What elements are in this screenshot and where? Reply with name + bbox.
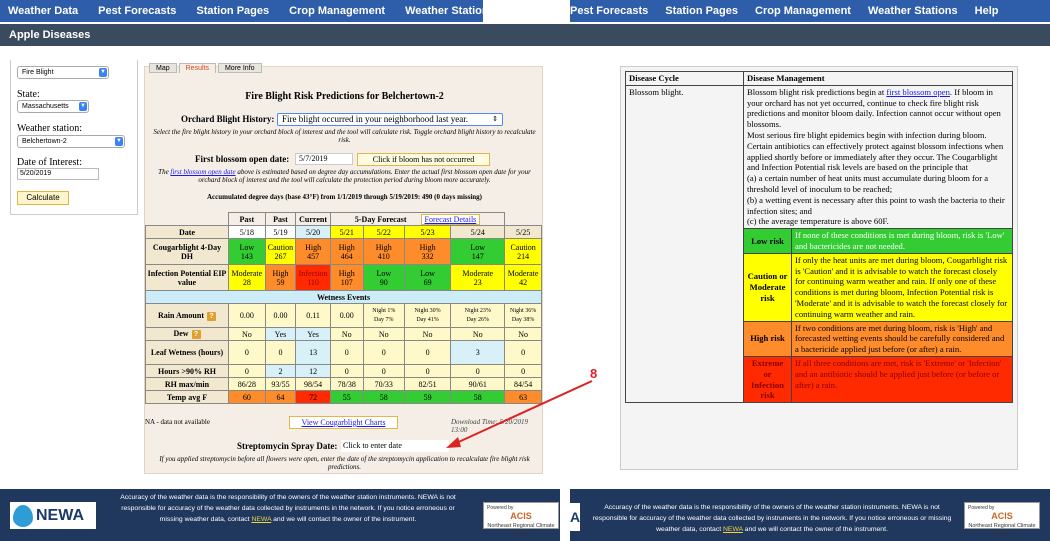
table-cell: No bbox=[505, 328, 542, 341]
table-cell: Yes bbox=[265, 328, 296, 341]
rain-day: Day 41% bbox=[416, 316, 439, 323]
risk-value: 267 bbox=[274, 251, 287, 261]
footer-disclaimer bbox=[590, 502, 954, 535]
table-cell: 64 bbox=[265, 391, 296, 404]
nav-station-pages[interactable]: Station Pages bbox=[196, 5, 270, 17]
help-icon[interactable]: ? bbox=[207, 312, 216, 321]
results-title: Fire Blight Risk Predictions for Belchertown-2 bbox=[245, 91, 444, 102]
wetness-header: Wetness Events bbox=[146, 291, 542, 304]
newa-logo-text: NEWA bbox=[36, 506, 84, 524]
footer-disclaimer bbox=[110, 492, 466, 525]
chevron-down-icon: ▼ bbox=[116, 138, 122, 144]
col-past: Past bbox=[265, 213, 296, 226]
footer-text-post: and we will contact the owner of the instrument. bbox=[742, 526, 888, 533]
rain-night: Night 30% bbox=[414, 307, 441, 314]
disease-select-value: Fire Blight bbox=[22, 69, 54, 76]
risk-value: 464 bbox=[340, 251, 353, 261]
risk-level: High bbox=[272, 268, 289, 278]
station-label: Weather station: bbox=[17, 123, 83, 134]
risk-level: High bbox=[338, 242, 355, 252]
low-risk-text: If none of these conditions is met during bloom, risk is 'Low' and bactericides are not needed. bbox=[792, 229, 1013, 254]
newa-contact-link[interactable]: NEWA bbox=[723, 526, 743, 533]
newa-logo-fragment: A bbox=[570, 503, 580, 531]
forecast-details-button[interactable]: Forecast Details bbox=[421, 214, 481, 225]
dew-label: Dew bbox=[173, 329, 189, 338]
risk-value: 410 bbox=[377, 251, 390, 261]
table-cell: 12 bbox=[296, 365, 331, 378]
annotation-number: 8 bbox=[590, 366, 598, 381]
nav-crop-management[interactable]: Crop Management bbox=[289, 5, 386, 17]
risk-level: Low bbox=[239, 242, 255, 252]
table-cell: 13 bbox=[296, 341, 331, 365]
table-cell: 0 bbox=[330, 341, 363, 365]
water-drop-icon bbox=[13, 505, 33, 527]
newa-logo bbox=[10, 502, 96, 529]
disease-management-table bbox=[625, 71, 1013, 403]
table-cell: 60 bbox=[229, 391, 266, 404]
table-cell: 0.00 bbox=[330, 304, 363, 328]
row-label: Leaf Wetness (hours) bbox=[146, 341, 229, 365]
row-label: Hours >90% RH bbox=[146, 365, 229, 378]
nav-pest-forecasts[interactable]: Pest Forecasts bbox=[570, 5, 649, 17]
table-row bbox=[626, 85, 1013, 228]
table-cell: 2 bbox=[265, 365, 296, 378]
nav-help[interactable]: Help bbox=[514, 5, 539, 17]
rain-night: Night 23% bbox=[464, 307, 491, 314]
risk-level: Moderate bbox=[231, 268, 263, 278]
newa-contact-link[interactable]: NEWA bbox=[251, 516, 272, 523]
table-cell: 55 bbox=[330, 391, 363, 404]
table-cell: 5/18 bbox=[229, 226, 266, 239]
table-cell: No bbox=[363, 328, 404, 341]
help-icon[interactable]: ? bbox=[192, 330, 201, 339]
table-cell: 0.11 bbox=[296, 304, 331, 328]
first-blossom-link[interactable]: first blossom open date bbox=[170, 168, 236, 176]
risk-value: 23 bbox=[473, 277, 482, 287]
station-select-value: Belchertown-2 bbox=[22, 138, 67, 145]
col-disease-management: Disease Management bbox=[744, 72, 1013, 86]
state-select-value: Massachusetts bbox=[22, 103, 69, 110]
nav-weather-stations[interactable]: Weather Stations bbox=[867, 5, 958, 17]
p1-pre: Blossom blight risk predictions begin at bbox=[747, 86, 887, 97]
table-cell: 0 bbox=[505, 365, 542, 378]
rain-day: Day 38% bbox=[511, 316, 535, 323]
chevron-down-icon: ▼ bbox=[80, 103, 86, 109]
table-cell: 86/28 bbox=[229, 378, 266, 391]
state-label: State: bbox=[17, 89, 40, 100]
row-label: Date bbox=[146, 226, 229, 239]
p4: (b) a wetting event is necessary after this point to wash the bacteria to their infection sites; and bbox=[747, 194, 1005, 216]
table-cell: 5/20 bbox=[296, 226, 331, 239]
bloom-not-occurred-button[interactable]: Click if bloom has not occurred bbox=[357, 153, 490, 166]
extreme-risk-label: Extreme or Infection risk bbox=[744, 356, 792, 402]
table-cell: Yes bbox=[296, 328, 331, 341]
table-cell: 58 bbox=[451, 391, 505, 404]
tab-results[interactable]: Results bbox=[179, 63, 216, 73]
table-cell: 0 bbox=[404, 341, 450, 365]
risk-value: 332 bbox=[421, 251, 434, 261]
p3: (a) a certain number of heat units must accumulate during bloom for a threshold level of inoculum to be reached; bbox=[747, 173, 989, 194]
chevron-updown-icon: ⇕ bbox=[492, 115, 498, 123]
tab-more-info[interactable]: More Info bbox=[218, 63, 262, 73]
table-cell: 82/51 bbox=[404, 378, 450, 391]
table-cell: 84/54 bbox=[505, 378, 542, 391]
spray-date-input[interactable]: Click to enter date bbox=[341, 440, 449, 452]
download-time: Download Time: 5/20/2019 13:00 bbox=[451, 418, 529, 434]
rain-day: Day 26% bbox=[466, 316, 489, 323]
nav-weather-data[interactable]: Weather Data bbox=[8, 5, 79, 17]
table-cell: 0 bbox=[505, 341, 542, 365]
nav-station-pages[interactable]: Station Pages bbox=[665, 5, 739, 17]
tab-map[interactable]: Map bbox=[149, 63, 177, 73]
row-label: Infection Potential EIP value bbox=[146, 265, 229, 291]
table-cell: 5/21 bbox=[330, 226, 363, 239]
bloom-note-post: above is estimated based on degree day accumulations. Enter the actual first blossom open date for your orchard block of interest and the tool will calculate the protection period during bloom more accurately. bbox=[198, 168, 531, 184]
risk-value: 457 bbox=[307, 251, 320, 261]
col-current: Current bbox=[296, 213, 331, 226]
table-cell: 0 bbox=[363, 365, 404, 378]
high-risk-text: If two conditions are met during bloom, risk is 'High' and forecasted wetting events should be carefully considered and a bactericide applied just before (or after) a rain. bbox=[792, 321, 1013, 356]
table-cell: No bbox=[330, 328, 363, 341]
disease-cycle-cell: Blossom blight. bbox=[626, 85, 744, 402]
table-cell: 0 bbox=[330, 365, 363, 378]
risk-level: High bbox=[338, 268, 355, 278]
risk-value: 42 bbox=[519, 277, 528, 287]
acis-powered: Powered by bbox=[487, 505, 514, 511]
orchard-history-label: Orchard Blight History: bbox=[181, 114, 275, 124]
chevron-down-icon: ▼ bbox=[100, 69, 106, 75]
first-bloom-input[interactable]: 5/7/2019 bbox=[295, 153, 353, 165]
risk-value: 147 bbox=[471, 251, 484, 261]
footer-text-post: and we will contact the owner of the instrument. bbox=[271, 516, 417, 523]
row-label: Temp avg F bbox=[146, 391, 229, 404]
table-cell: 63 bbox=[505, 391, 542, 404]
risk-level: Low bbox=[470, 242, 486, 252]
date-label: Date of Interest: bbox=[17, 157, 82, 168]
high-risk-label: High risk bbox=[744, 321, 792, 356]
rain-day: Day 7% bbox=[374, 316, 394, 323]
p2: Most serious fire blight epidemics begin with infection during bloom. Certain antibiotics can effectively protect against blossom infections when applied shortly before or immediately after they occur. The Cougarblight and Infection Potential risk levels are based on the principle that bbox=[747, 129, 1004, 173]
risk-level: Low bbox=[420, 268, 435, 278]
risk-value: 107 bbox=[340, 277, 353, 287]
orchard-history-note: Select the fire blight history in your orchard block of interest and the tool will calculate risk. Toggle orchard blight history to recalculate risk. bbox=[153, 128, 536, 144]
table-cell: 58 bbox=[363, 391, 404, 404]
footer-text-pre: Accuracy of the weather data is the responsibility of the owners of the weather station instruments. NEWA is not responsible for accuracy of the weather data collected by instruments in the network. If you notice erroneous or missing weather data, contact bbox=[592, 504, 952, 533]
table-cell: 78/38 bbox=[330, 378, 363, 391]
table-cell: 93/55 bbox=[265, 378, 296, 391]
view-cougarblight-charts-button[interactable]: View Cougarblight Charts bbox=[289, 416, 398, 429]
col-past: Past bbox=[229, 213, 266, 226]
row-label: Cougarblight 4-Day DH bbox=[146, 239, 229, 265]
acis-center: Northeast Regional Climate Center bbox=[968, 523, 1036, 537]
bloom-note-pre: The bbox=[158, 168, 171, 176]
acis-logo bbox=[964, 502, 1040, 537]
table-cell: 5/24 bbox=[451, 226, 505, 239]
col-disease-cycle: Disease Cycle bbox=[626, 72, 744, 86]
acis-name: ACIS bbox=[991, 511, 1013, 521]
spray-note: If you applied streptomycin before all flowers were open, enter the date of the streptomycin application to recalculate fire blight risk predictions. bbox=[159, 455, 530, 471]
risk-level: High bbox=[305, 242, 322, 252]
nav-help[interactable]: Help bbox=[974, 5, 999, 17]
rain-night: Night 1% bbox=[372, 307, 396, 314]
acis-center: Northeast Regional Climate Center bbox=[487, 523, 555, 537]
footer-text-pre: Accuracy of the weather data is the responsibility of the owners of the weather station instruments. NEWA is not responsible for accuracy of the weather data collected by instruments in the network. If you notice erroneous or missing weather data, contact bbox=[120, 494, 456, 523]
table-cell: 72 bbox=[296, 391, 331, 404]
acis-name: ACIS bbox=[510, 511, 532, 521]
table-cell: 90/61 bbox=[451, 378, 505, 391]
risk-level: High bbox=[375, 242, 392, 252]
caution-risk-text: If only the heat units are met during bloom, Cougarblight risk is 'Caution' and it is advisable to watch the forecast closely for continuing warm weather and rain. If only one of these conditions is met during bloom, Infection Potential risk is 'Moderate' and it is advisable to watch the forecast closely for continuing warm weather and rain. bbox=[792, 253, 1013, 321]
nav-weather-stations[interactable]: Weather Stations bbox=[405, 5, 495, 17]
extreme-risk-text: If all three conditions are met, risk is 'Extreme' or 'Infection' and an antibiotic should be applied just before (or before or after) a rain. bbox=[792, 356, 1013, 402]
table-cell: 0 bbox=[265, 341, 296, 365]
table-cell: No bbox=[404, 328, 450, 341]
footer-right bbox=[570, 489, 1050, 541]
table-cell: 5/22 bbox=[363, 226, 404, 239]
first-bloom-label: First blossom open date: bbox=[195, 154, 290, 164]
table-cell: 59 bbox=[404, 391, 450, 404]
low-risk-label: Low risk bbox=[744, 229, 792, 254]
table-cell: 0 bbox=[229, 341, 266, 365]
na-note: NA - data not available bbox=[145, 418, 210, 426]
table-cell: 5/19 bbox=[265, 226, 296, 239]
rain-label: Rain Amount bbox=[157, 310, 204, 320]
table-header-row bbox=[626, 72, 1013, 86]
table-cell: 70/33 bbox=[363, 378, 404, 391]
forecast-label: 5-Day Forecast bbox=[354, 214, 407, 224]
orchard-history-value: Fire blight occurred in your neighborhood last year. bbox=[282, 114, 468, 124]
table-cell: 98/54 bbox=[296, 378, 331, 391]
p1-post: . If bloom in your orchard has not yet occurred, continue to check fire blight risk predictions and monitor bloom daily. Infection cannot occur without open blossoms. bbox=[747, 86, 1001, 130]
acis-powered: Powered by bbox=[968, 505, 995, 511]
table-cell: 0.00 bbox=[265, 304, 296, 328]
table-cell: 0.00 bbox=[229, 304, 266, 328]
table-cell: No bbox=[229, 328, 266, 341]
table-cell: 0 bbox=[404, 365, 450, 378]
risk-value: 59 bbox=[276, 277, 285, 287]
row-label: RH max/min bbox=[146, 378, 229, 391]
nav-crop-management[interactable]: Crop Management bbox=[755, 5, 851, 17]
risk-level: Caution bbox=[267, 242, 294, 252]
risk-level: High bbox=[419, 242, 436, 252]
nav-pest-forecasts[interactable]: Pest Forecasts bbox=[98, 5, 177, 17]
risk-value: 214 bbox=[517, 251, 530, 261]
table-cell: 0 bbox=[229, 365, 266, 378]
risk-level: Caution bbox=[510, 242, 536, 252]
risk-level: Low bbox=[376, 268, 392, 278]
caution-risk-label: Caution or Moderate risk bbox=[744, 253, 792, 321]
risk-value: 143 bbox=[240, 251, 253, 261]
table-cell: 5/25 bbox=[505, 226, 542, 239]
acis-logo bbox=[483, 502, 559, 537]
table-cell: 3 bbox=[451, 341, 505, 365]
spray-date-label: Streptomycin Spray Date: bbox=[237, 441, 338, 451]
management-panel bbox=[620, 66, 1018, 470]
date-input[interactable]: 5/20/2019 bbox=[17, 168, 99, 180]
accumulated-degree-days: Accumulated degree days (base 43°F) from 1/1/2019 through 5/19/2019: 490 (0 days missing) bbox=[206, 193, 483, 201]
table-cell: 5/23 bbox=[404, 226, 450, 239]
risk-value: 28 bbox=[242, 277, 251, 287]
calculate-button[interactable]: Calculate bbox=[17, 191, 69, 205]
management-text bbox=[744, 85, 1013, 228]
p5: (c) the average temperature is above 60F. bbox=[747, 216, 889, 227]
first-blossom-open-link[interactable]: first blossom open bbox=[886, 86, 950, 97]
risk-level: Infection bbox=[298, 268, 328, 278]
table-cell: 0 bbox=[363, 341, 404, 365]
page-subheader: Apple Diseases bbox=[0, 24, 1050, 46]
rain-night: Night 36% bbox=[510, 307, 537, 314]
table-cell: No bbox=[451, 328, 505, 341]
risk-level: Moderate bbox=[507, 268, 539, 278]
risk-value: 90 bbox=[379, 277, 388, 287]
footer-left bbox=[0, 489, 560, 541]
risk-level: Moderate bbox=[462, 268, 494, 278]
risk-value: 69 bbox=[423, 277, 432, 287]
table-cell: 0 bbox=[451, 365, 505, 378]
risk-value: 110 bbox=[307, 277, 319, 287]
